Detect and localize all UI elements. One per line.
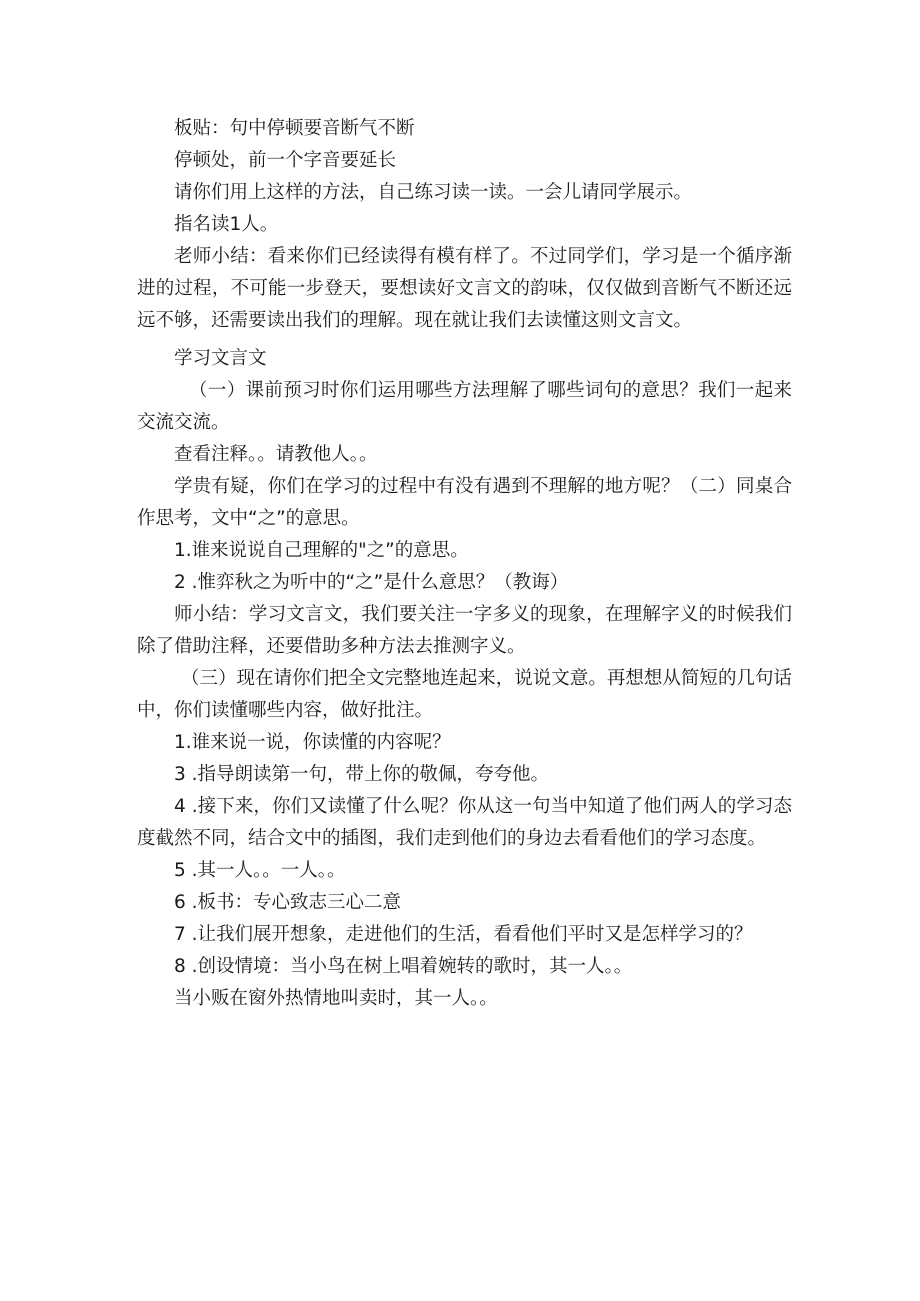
paragraph-14: 1.谁来说一说，你读懂的内容呢？ bbox=[174, 732, 451, 753]
section-heading: 学习文言文 bbox=[174, 348, 267, 369]
paragraph-8: 查看注释。。请教他人。。 bbox=[174, 444, 378, 465]
paragraph-13: （三）现在请你们把全文完整地连起来，说说文意。再想想从简短的几句话中，你们读懂哪些内容，做好批注。 bbox=[137, 668, 792, 721]
paragraph-20: 8 .创设情境：当小鸟在树上唱着婉转的歌时，其一人。。 bbox=[174, 956, 633, 977]
paragraph-3: 请你们用上这样的方法，自己练习读一读。一会儿请同学展示。 bbox=[174, 182, 693, 203]
paragraph-11: 2 .惟弈秋之为听中的“之”是什么意思？（教诲） bbox=[174, 572, 569, 593]
paragraph-10: 1.谁来说说自己理解的"之”的意思。 bbox=[174, 540, 469, 561]
paragraph-18: 6 .板书：专心致志三心二意 bbox=[174, 892, 402, 913]
paragraph-19: 7 .让我们展开想象，走进他们的生活，看看他们平时又是怎样学习的？ bbox=[174, 924, 753, 945]
paragraph-16: 4 .接下来，你们又读懂了什么呢？你从这一句当中知道了他们两人的学习态度截然不同，结合文中的插图，我们走到他们的身边去看看他们的学习态度。 bbox=[137, 796, 792, 849]
paragraph-17: 5 .其一人。。一人。。 bbox=[174, 860, 346, 881]
document-body bbox=[137, 113, 792, 1015]
paragraph-15: 3 .指导朗读第一句，带上你的敬佩，夸夸他。 bbox=[174, 764, 550, 785]
paragraph-4: 指名读1人。 bbox=[174, 214, 279, 235]
paragraph-12: 师小结：学习文言文，我们要关注一字多义的现象，在理解字义的时候我们除了借助注释，还要借助多种方法去推测字义。 bbox=[137, 604, 792, 657]
paragraph-21: 当小贩在窗外热情地叫卖时，其一人。。 bbox=[174, 988, 498, 1009]
paragraph-1: 板贴：句中停顿要音断气不断 bbox=[174, 118, 415, 139]
paragraph-7: （一）课前预习时你们运用哪些方法理解了哪些词句的意思？我们一起来交流交流。 bbox=[137, 380, 792, 433]
paragraph-5: 老师小结：看来你们已经读得有模有样了。不过同学们，学习是一个循序渐进的过程，不可能一步登天，要想读好文言文的韵味，仅仅做到音断气不断还远远不够，还需要读出我们的理解。现在就让我们去读懂这则文言文。 bbox=[137, 246, 792, 331]
paragraph-9: 学贵有疑，你们在学习的过程中有没有遇到不理解的地方呢？（二）同桌合作思考，文中“之”的意思。 bbox=[137, 476, 792, 529]
paragraph-2: 停顿处，前一个字音要延长 bbox=[174, 150, 397, 171]
